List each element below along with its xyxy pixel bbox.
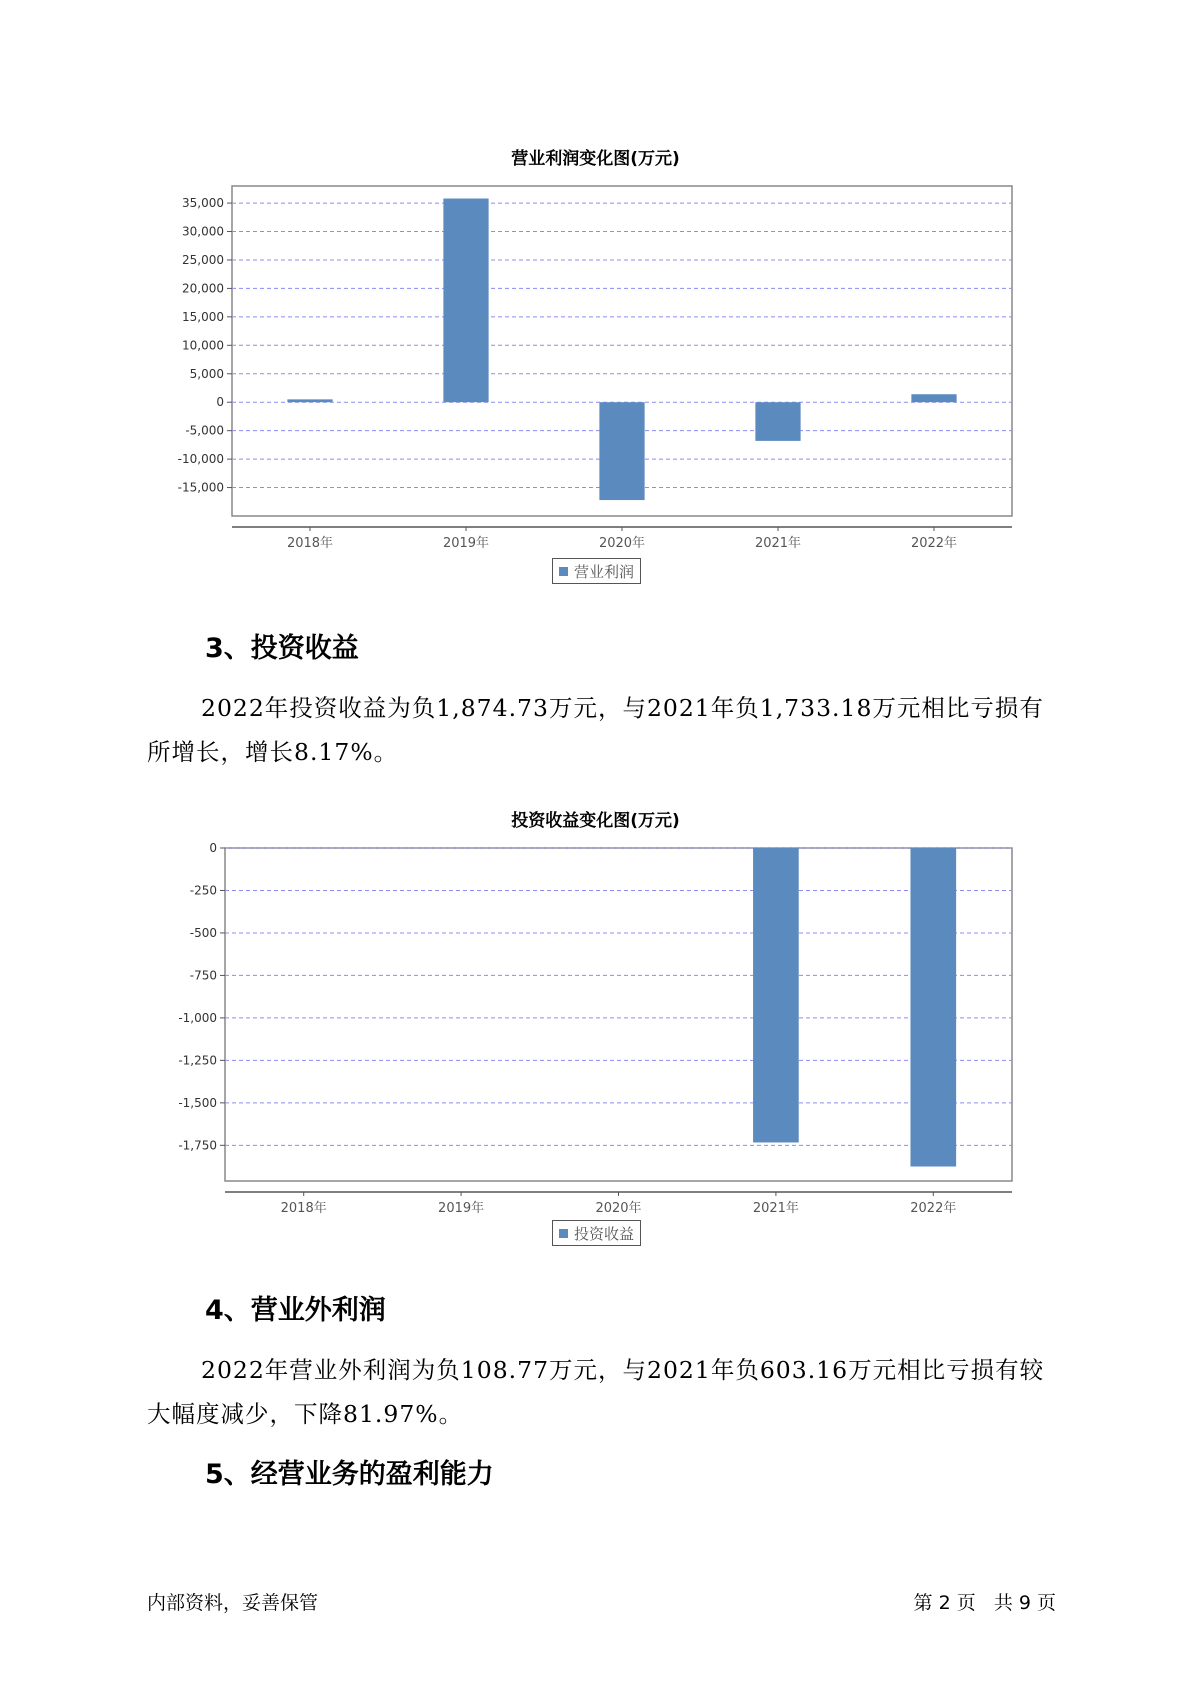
chart2-y-tick-label: -1,750 (178, 1138, 217, 1153)
section-text-non-operating: 2022年营业外利润为负108.77万元，与2021年负603.16万元相比亏损有较大幅度减少，下降81.97%。 (147, 1356, 1045, 1428)
chart1-y-tick-label: 0 (216, 395, 224, 410)
section-text-investment: 2022年投资收益为负1,874.73万元，与2021年负1,733.18万元相比亏损有所增长，增长8.17%。 (147, 694, 1044, 766)
footer-page-number: 第 2 页 共 9 页 (913, 1592, 1056, 1614)
chart1-x-tick-label: 2022年 (910, 536, 958, 551)
chart1-title: 营业利润变化图(万元) (511, 149, 680, 169)
chart1-x-tick-label: 2018年 (286, 536, 334, 551)
chart1-y-tick-label: 25,000 (182, 252, 224, 267)
chart2-y-tick-label: -500 (189, 925, 217, 940)
chart2-x-tick-label: 2019年 (438, 1201, 485, 1216)
chart2-x-tick-label: 2018年 (280, 1201, 327, 1216)
chart1-x-tick-label: 2019年 (442, 536, 490, 551)
chart2-plot-area (225, 848, 1012, 1181)
chart1-y-tick-label: -10,000 (177, 452, 224, 467)
chart1-y-tick-label: 30,000 (182, 224, 224, 239)
chart1-legend-label: 营业利润 (574, 562, 635, 581)
chart2-y-tick-label: -1,000 (178, 1010, 217, 1025)
chart2-x-tick-label: 2022年 (910, 1201, 957, 1216)
chart2-bar-2022年 (910, 848, 956, 1167)
section-heading-non-operating: 4、营业外利润 (205, 1295, 386, 1326)
chart1-y-tick-label: 15,000 (182, 309, 224, 324)
chart2-y-tick-label: -750 (189, 968, 217, 983)
chart2-y-tick-label: 0 (209, 841, 217, 855)
chart2-y-tick-label: -1,250 (178, 1053, 217, 1068)
chart2-x-tick-label: 2021年 (752, 1201, 799, 1216)
chart1-y-tick-label: 20,000 (182, 281, 224, 296)
chart2-x-tick-label: 2020年 (595, 1201, 642, 1216)
footer-confidential: 内部资料，妥善保管 (147, 1592, 319, 1614)
chart2-y-tick-label: -1,500 (178, 1095, 217, 1110)
chart1-y-tick-label: 10,000 (182, 338, 224, 353)
chart2-legend-label: 投资收益 (574, 1224, 635, 1243)
chart2-legend (552, 1220, 641, 1246)
chart1-x-tick-label: 2021年 (754, 536, 802, 551)
chart1-y-tick-label: -5,000 (185, 423, 224, 438)
chart1-y-tick-label: 5,000 (189, 366, 224, 381)
chart1-x-tick-label: 2020年 (598, 536, 646, 551)
chart2-legend-swatch (559, 1229, 568, 1238)
section-heading-profitability: 5、经营业务的盈利能力 (205, 1459, 494, 1490)
chart1-y-tick-label: -15,000 (177, 480, 224, 495)
section-heading-investment: 3、投资收益 (205, 633, 359, 664)
chart2-y-tick-label: -250 (189, 883, 217, 898)
chart2-title: 投资收益变化图(万元) (511, 811, 680, 831)
chart2-bar-2021年 (753, 848, 799, 1142)
chart1-y-tick-label: 35,000 (182, 196, 224, 211)
